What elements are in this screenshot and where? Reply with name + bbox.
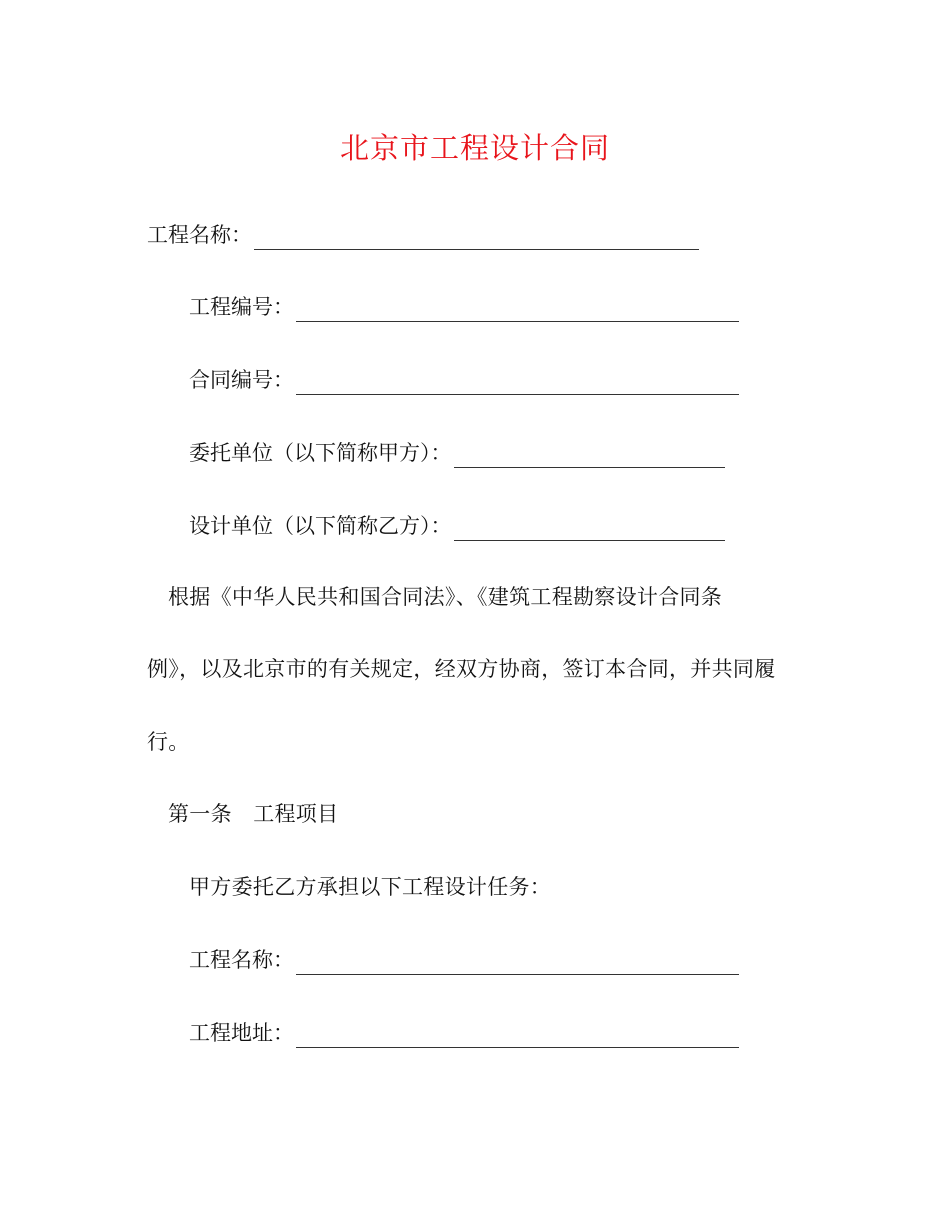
article-heading: 第一条 工程项目 <box>168 802 339 826</box>
article-project-address-field <box>189 1018 739 1048</box>
contract-number-field <box>189 365 739 395</box>
design-unit-field <box>189 511 725 541</box>
preamble-line: 行。 <box>147 730 190 754</box>
field-label: 设计单位（以下简称乙方）： <box>189 514 452 538</box>
article-project-name-field <box>189 945 739 975</box>
article-project-address-blank <box>296 1025 739 1048</box>
project-number-blank <box>296 299 739 322</box>
field-label: 工程名称： <box>189 948 294 972</box>
field-label: 委托单位（以下简称甲方）： <box>189 441 452 465</box>
preamble-line: 例》，以及北京市的有关规定，经双方协商，签订本合同，并共同履 <box>147 657 776 681</box>
contract-number-blank <box>296 372 739 395</box>
document-title: 北京市工程设计合同 <box>339 131 610 165</box>
client-unit-blank <box>454 445 725 468</box>
project-name-field <box>147 220 699 250</box>
design-unit-blank <box>454 518 725 541</box>
field-label: 工程名称： <box>147 223 252 247</box>
field-label: 工程地址： <box>189 1021 294 1045</box>
field-label: 合同编号： <box>189 368 294 392</box>
field-label: 工程编号： <box>189 295 294 319</box>
project-number-field <box>189 292 739 322</box>
article-intro: 甲方委托乙方承担以下工程设计任务： <box>189 875 552 899</box>
preamble-line: 根据《中华人民共和国合同法》、《建筑工程勘察设计合同条 <box>168 585 723 609</box>
article-project-name-blank <box>296 952 739 975</box>
client-unit-field <box>189 438 725 468</box>
project-name-blank <box>254 227 699 250</box>
